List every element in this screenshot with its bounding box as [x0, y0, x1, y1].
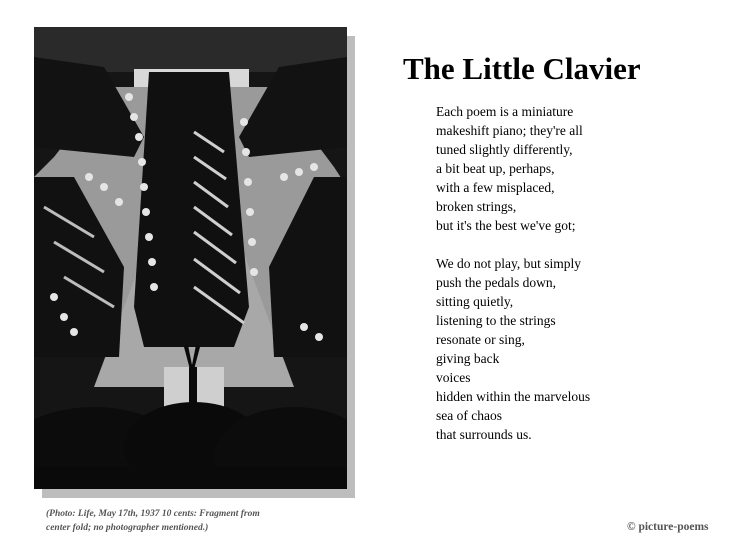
poem-line: Each poem is a miniature — [436, 104, 574, 119]
poem-line: listening to the strings — [436, 313, 556, 328]
poem-line: push the pedals down, — [436, 275, 556, 290]
poem-stanza — [436, 254, 590, 444]
poem-line: broken strings, — [436, 199, 517, 214]
poem-line: sitting quietly, — [436, 294, 514, 309]
poem-line: resonate or sing, — [436, 332, 525, 347]
poem-line: giving back — [436, 351, 500, 366]
poem-line: voices — [436, 370, 471, 385]
poem-line: makeshift piano; they're all — [436, 123, 583, 138]
photo-illustration — [34, 27, 347, 489]
piano-concert-photo — [34, 27, 347, 489]
poem-line: that surrounds us. — [436, 427, 532, 442]
poem-line: a bit beat up, perhaps, — [436, 161, 555, 176]
poem-stanza — [436, 102, 590, 235]
poem-title: The Little Clavier — [403, 51, 641, 86]
poem-line: hidden within the marvelous — [436, 389, 591, 404]
poem-line: tuned slightly differently, — [436, 142, 573, 157]
poem-line: but it's the best we've got; — [436, 218, 576, 233]
poem-line: sea of chaos — [436, 408, 502, 423]
copyright-notice: © picture-poems — [627, 521, 709, 533]
poem-line: We do not play, but simply — [436, 256, 582, 271]
poem-line: with a few misplaced, — [436, 180, 555, 195]
photo-caption: (Photo: Life, May 17th, 1937 10 cents: Fragment from center fold; no photographer mentioned.) — [46, 509, 260, 533]
poem-body — [436, 102, 590, 463]
